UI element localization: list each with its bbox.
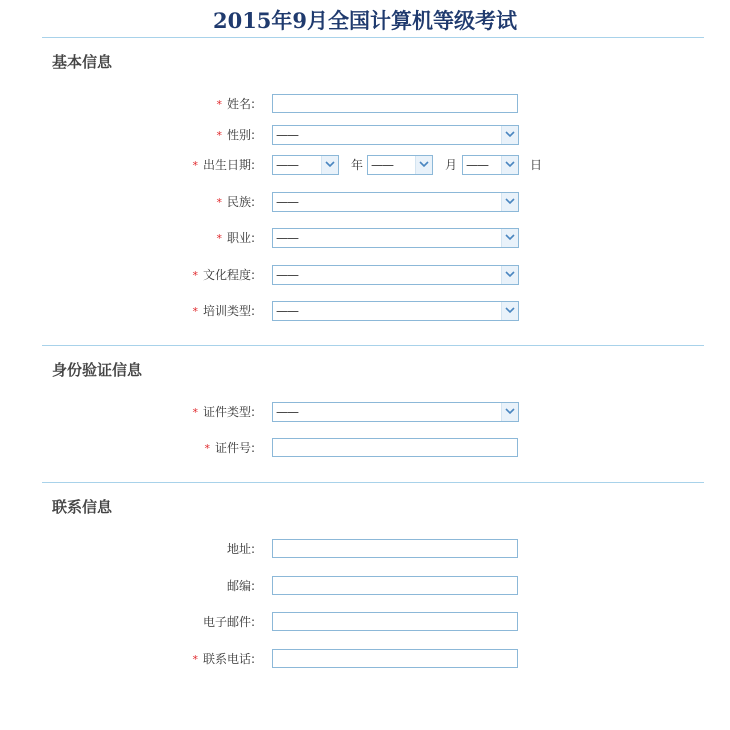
row-id-type bbox=[0, 401, 730, 423]
required-mark: * bbox=[192, 653, 198, 666]
required-mark: * bbox=[192, 305, 198, 318]
chevron-down-icon[interactable] bbox=[415, 156, 432, 174]
chevron-down-icon[interactable] bbox=[501, 193, 518, 211]
address-label: 地址: bbox=[226, 542, 255, 556]
row-training-type bbox=[0, 300, 730, 322]
required-mark: * bbox=[192, 406, 198, 419]
row-ethnicity bbox=[0, 191, 730, 213]
required-mark: * bbox=[192, 159, 198, 172]
required-mark: * bbox=[192, 269, 198, 282]
chevron-down-icon[interactable] bbox=[501, 126, 518, 144]
gender-label: * 性别: bbox=[216, 128, 255, 142]
chevron-down-icon[interactable] bbox=[321, 156, 338, 174]
training-type-label: * 培训类型: bbox=[192, 304, 255, 318]
id-type-value: —— bbox=[276, 405, 298, 419]
id-number-input[interactable] bbox=[272, 438, 518, 457]
gender-value: —— bbox=[276, 128, 298, 142]
ethnicity-select[interactable] bbox=[272, 192, 519, 212]
birth-year-select[interactable] bbox=[272, 155, 339, 175]
phone-input[interactable] bbox=[272, 649, 518, 668]
required-mark: * bbox=[204, 442, 210, 455]
training-type-select[interactable] bbox=[272, 301, 519, 321]
birth-day-select[interactable] bbox=[462, 155, 519, 175]
id-type-select[interactable] bbox=[272, 402, 519, 422]
postcode-input[interactable] bbox=[272, 576, 518, 595]
page-title: 2015年9月全国计算机等级考试 bbox=[212, 8, 518, 33]
day-unit: 日 bbox=[530, 158, 543, 172]
row-gender bbox=[0, 124, 730, 146]
education-select[interactable] bbox=[272, 265, 519, 285]
row-phone bbox=[0, 648, 730, 670]
occupation-value: —— bbox=[276, 231, 298, 245]
chevron-down-icon[interactable] bbox=[501, 156, 518, 174]
row-id-number bbox=[0, 437, 730, 459]
occupation-label: * 职业: bbox=[216, 231, 255, 245]
birth-day-value: —— bbox=[466, 158, 488, 172]
year-unit: 年 bbox=[351, 158, 364, 172]
row-occupation bbox=[0, 227, 730, 249]
occupation-select[interactable] bbox=[272, 228, 519, 248]
chevron-down-icon[interactable] bbox=[501, 403, 518, 421]
row-name bbox=[0, 93, 730, 115]
training-type-value: —— bbox=[276, 304, 298, 318]
required-mark: * bbox=[216, 232, 222, 245]
required-mark: * bbox=[216, 196, 222, 209]
row-address bbox=[0, 538, 730, 560]
email-label: 电子邮件: bbox=[202, 615, 255, 629]
education-value: —— bbox=[276, 268, 298, 282]
phone-label: * 联系电话: bbox=[192, 652, 255, 666]
required-mark: * bbox=[216, 129, 222, 142]
row-education bbox=[0, 264, 730, 286]
postcode-label: 邮编: bbox=[226, 579, 255, 593]
gender-select[interactable] bbox=[272, 125, 519, 145]
section-title-identity: 身份验证信息 bbox=[52, 361, 143, 379]
chevron-down-icon[interactable] bbox=[501, 302, 518, 320]
chevron-down-icon[interactable] bbox=[501, 266, 518, 284]
month-unit: 月 bbox=[445, 158, 458, 172]
birth-month-value: —— bbox=[371, 158, 393, 172]
section-title-contact: 联系信息 bbox=[52, 498, 113, 516]
id-type-label: * 证件类型: bbox=[192, 405, 255, 419]
education-label: * 文化程度: bbox=[192, 268, 255, 282]
birth-month-select[interactable] bbox=[367, 155, 433, 175]
divider bbox=[42, 345, 704, 346]
email-input[interactable] bbox=[272, 612, 518, 631]
divider bbox=[42, 37, 704, 38]
row-birth-date bbox=[0, 154, 730, 176]
address-input[interactable] bbox=[272, 539, 518, 558]
birth-year-value: —— bbox=[276, 158, 298, 172]
ethnicity-label: * 民族: bbox=[216, 195, 255, 209]
divider bbox=[42, 482, 704, 483]
birth-date-label: * 出生日期: bbox=[192, 158, 255, 172]
required-mark: * bbox=[216, 98, 222, 111]
row-postcode bbox=[0, 575, 730, 597]
row-email bbox=[0, 611, 730, 633]
name-label: * 姓名: bbox=[216, 97, 255, 111]
id-number-label: * 证件号: bbox=[204, 441, 255, 455]
section-title-basic: 基本信息 bbox=[52, 53, 113, 71]
chevron-down-icon[interactable] bbox=[501, 229, 518, 247]
name-input[interactable] bbox=[272, 94, 518, 113]
ethnicity-value: —— bbox=[276, 195, 298, 209]
